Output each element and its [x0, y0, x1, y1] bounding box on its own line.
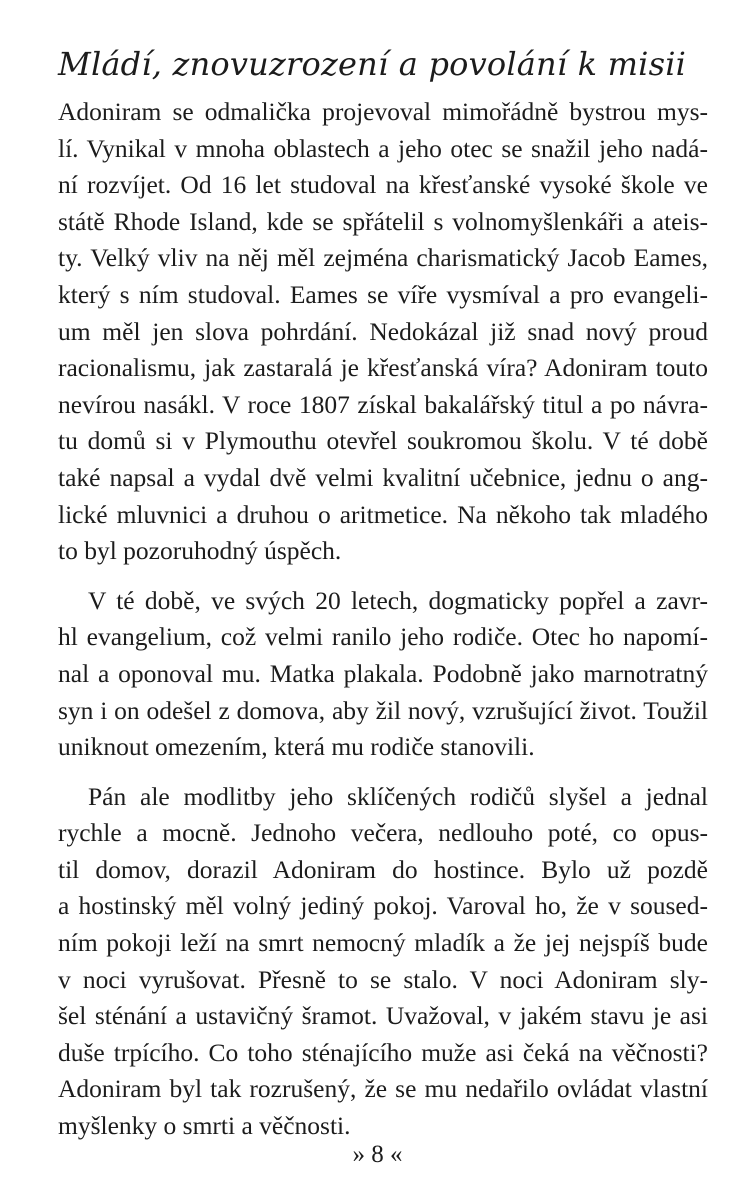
text-line: nal a oponoval mu. Matka plakala. Podobně jako marnotratný	[58, 658, 708, 688]
paragraph-3	[58, 779, 708, 1145]
text-line: Adoniram se odmalička projevoval mimořádně bystrou mys-	[58, 97, 708, 126]
text-line: také napsal a vydal dvě velmi kvalitní učebnice, jednu o ang-	[58, 462, 708, 492]
text-line: ty. Velký vliv na něj měl zejména charismatický Jacob Eames,	[58, 243, 708, 273]
text-line: Pán ale modlitby jeho sklíčených rodičů slyšel a jednal	[88, 781, 708, 811]
text-line: v noci vyrušovat. Přesně to se stalo. V noci Adoniram sly-	[58, 964, 708, 994]
text-line: hl evangelium, což velmi ranilo jeho rodiče. Otec ho napomí-	[58, 622, 708, 652]
text-line: racionalismu, jak zastaralá je křesťanská víra? Adoniram touto	[58, 353, 708, 383]
chapter-heading: Mládí, znovuzrození a povolání k misii	[58, 45, 687, 83]
body-text	[58, 94, 708, 1145]
text-line: lické mluvnici a druhou o aritmetice. Na někoho tak mladého	[58, 499, 708, 529]
paragraph-1	[58, 94, 708, 570]
text-line: státě Rhode Island, kde se spřátelil s volnomyšlenkáři a ateis-	[58, 206, 708, 236]
text-line: til domov, dorazil Adoniram do hostince. Bylo už pozdě	[58, 854, 708, 884]
text-line: syn i on odešel z domova, aby žil nový, vzrušující život. Toužil	[58, 695, 708, 725]
text-line: uniknout omezením, která mu rodiče stanovili.	[58, 732, 535, 762]
text-line: to byl pozoruhodný úspěch.	[58, 536, 342, 566]
text-line: ní rozvíjet. Od 16 let studoval na křesťanské vysoké škole ve	[58, 170, 708, 200]
text-line: nevírou nasákl. V roce 1807 získal bakalářský titul a po návra-	[58, 389, 708, 419]
text-line: Adoniram byl tak rozrušený, že se mu nedařilo ovládat vlastní	[58, 1074, 708, 1104]
page-number: » 8 «	[352, 1141, 403, 1168]
text-line: myšlenky o smrti a věčnosti.	[58, 1111, 351, 1141]
text-line: lí. Vynikal v mnoha oblastech a jeho otec se snažil jeho nadá-	[58, 133, 708, 163]
paragraph-spacer	[58, 766, 708, 779]
paragraph-2	[58, 583, 708, 766]
text-line: um měl jen slova pohrdání. Nedokázal již snad nový proud	[58, 316, 708, 346]
text-line: a hostinský měl volný jediný pokoj. Varoval ho, že v soused-	[58, 891, 708, 921]
text-line: šel sténání a ustavičný šramot. Uvažoval, v jakém stavu je asi	[58, 1001, 708, 1031]
text-line: V té době, ve svých 20 letech, dogmaticky popřel a zavr-	[88, 585, 708, 615]
text-line: rychle a mocně. Jednoho večera, nedlouho poté, co opus-	[58, 818, 708, 848]
text-line: tu domů si v Plymouthu otevřel soukromou školu. V té době	[58, 426, 708, 456]
text-line: který s ním studoval. Eames se víře vysmíval a pro evangeli-	[58, 279, 708, 309]
text-line: duše trpícího. Co toho sténajícího muže asi čeká na věčnosti?	[58, 1037, 708, 1067]
text-line: ním pokoji leží na smrt nemocný mladík a že jej nejspíš bude	[58, 928, 708, 958]
paragraph-spacer	[58, 570, 708, 583]
